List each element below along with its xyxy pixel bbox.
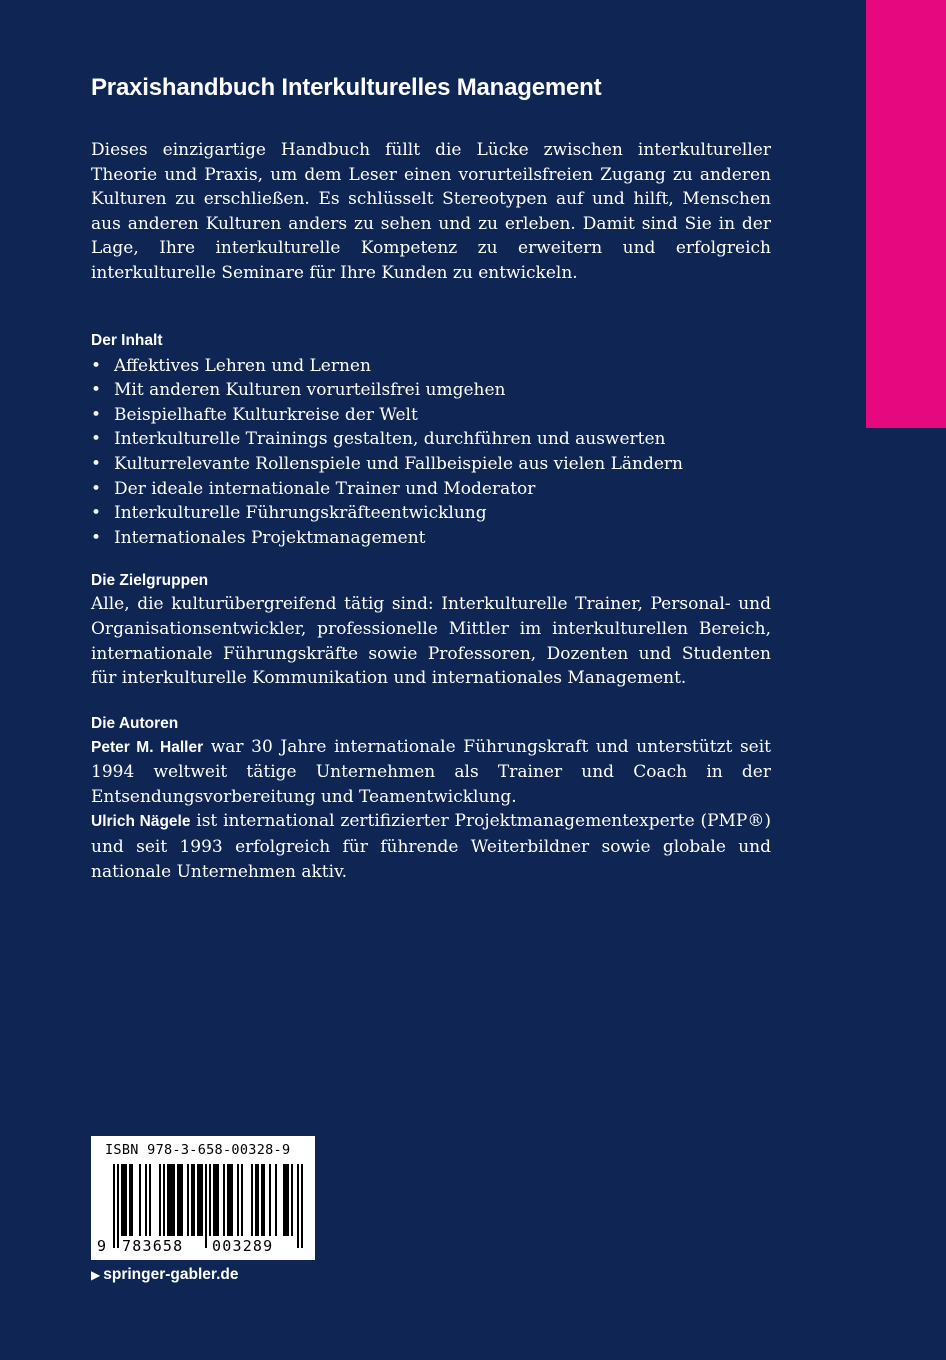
- barcode-bar: [255, 1164, 257, 1236]
- author-1-text: war 30 Jahre internationale Führungskraft und unterstützt seit 1994 weltweit tätige Unternehmen als Trainer und Coach in der Entsendungsvorbereitung und Teamentwicklung.: [91, 736, 772, 807]
- barcode-bar: [169, 1164, 171, 1236]
- bullet-icon: •: [91, 503, 102, 524]
- list-item: • Der ideale internationale Trainer und Moderator: [91, 477, 771, 502]
- barcode-bar: [193, 1164, 195, 1236]
- author-2-bio: [91, 809, 771, 884]
- barcode-bar: [201, 1164, 203, 1236]
- barcode-bar: [215, 1164, 217, 1236]
- list-item: • Kulturrelevante Rollenspiele und Fallbeispiele aus vielen Ländern: [91, 452, 771, 477]
- back-cover-text: [91, 72, 771, 884]
- bullet-icon: •: [91, 429, 102, 450]
- barcode-bar: [167, 1164, 169, 1236]
- author-1-bio: [91, 735, 771, 810]
- barcode-bar: [285, 1164, 287, 1236]
- list-item: • Interkulturelle Führungskräfteentwicklung: [91, 501, 771, 526]
- barcode-bar: [129, 1164, 131, 1236]
- barcode-bar: [145, 1164, 147, 1236]
- barcode-bar: [173, 1164, 175, 1236]
- barcode-bar: [187, 1164, 189, 1236]
- bullet-icon: •: [91, 527, 102, 548]
- barcode-bar: [213, 1164, 215, 1236]
- barcode-bar: [251, 1164, 253, 1236]
- bullet-icon: •: [91, 355, 102, 376]
- barcode-bar: [163, 1164, 165, 1236]
- isbn-label: ISBN 978-3-658-00328-9: [105, 1142, 291, 1158]
- barcode-bar: [227, 1164, 229, 1236]
- author-1-name: Peter M. Haller: [91, 738, 204, 756]
- list-item: • Beispielhafte Kulturkreise der Welt: [91, 403, 771, 428]
- magenta-accent-bar: [866, 0, 946, 428]
- barcode-bar: [121, 1164, 123, 1236]
- barcode-bar: [179, 1164, 181, 1236]
- barcode-bar: [191, 1164, 193, 1236]
- list-item: • Interkulturelle Trainings gestalten, durchführen und auswerten: [91, 427, 771, 452]
- author-2-name: Ulrich Nägele: [91, 813, 191, 831]
- barcode-bar: [149, 1164, 151, 1236]
- intro-paragraph: Dieses einzigartige Handbuch füllt die Lücke zwischen interkultureller Theorie und Praxis, um dem Leser einen vorurteilsfreien Zugang zu anderen Kulturen zu erschließen. Es schlüsselt Stereotypen auf und hilft, Menschen aus anderen Kulturen anders zu sehen und zu erleben. Damit sind Sie in der Lage, Ihre interkulturelle Kompetenz zu erweitern und erfolgreich interkulturelle Seminare für Ihre Kunden zu entwickeln.: [91, 140, 771, 283]
- barcode-bar: [257, 1164, 259, 1236]
- barcode-bar: [159, 1164, 161, 1236]
- autoren-heading: Die Autoren: [91, 714, 179, 732]
- barcode-bar: [291, 1164, 293, 1236]
- list-item: • Affektives Lehren und Lernen: [91, 354, 771, 379]
- publisher-website[interactable]: [91, 1264, 238, 1286]
- isbn-barcode: [91, 1136, 315, 1260]
- barcode-bar: [269, 1164, 271, 1236]
- zielgruppen-paragraph: Alle, die kulturübergreifend tätig sind: Interkulturelle Trainer, Personal- und Organisationsentwickler, professionelle Mittler im interkulturellen Bereich, internationale Führungskräfte sowie Professoren, Dozenten und Studenten für interkulturelle Kommunikation und internationales Management.: [91, 594, 771, 689]
- barcode-bar: [261, 1164, 263, 1236]
- barcode-bar: [229, 1164, 231, 1236]
- list-item: • Mit anderen Kulturen vorurteilsfrei umgehen: [91, 378, 771, 403]
- barcode-bar: [139, 1164, 141, 1236]
- zielgruppen-heading: Die Zielgruppen: [91, 572, 209, 590]
- barcode-bar: [131, 1164, 133, 1236]
- barcode-bar: [275, 1164, 277, 1236]
- list-item: • Internationales Projektmanagement: [91, 526, 771, 551]
- barcode-bar: [223, 1164, 225, 1236]
- ean-left-group: 783658: [119, 1236, 186, 1256]
- ean-digits: [97, 1236, 309, 1256]
- barcode-bar: [237, 1164, 239, 1236]
- bullet-icon: •: [91, 453, 102, 474]
- arrow-right-icon: ▶: [91, 1268, 101, 1282]
- barcode-bar: [287, 1164, 289, 1236]
- barcode-bar: [171, 1164, 173, 1236]
- barcode-bar: [231, 1164, 233, 1236]
- barcode-bar: [177, 1164, 179, 1236]
- bullet-icon: •: [91, 478, 102, 499]
- barcode-bar: [283, 1164, 285, 1236]
- inhalt-list: [91, 354, 771, 551]
- barcode-bar: [125, 1164, 127, 1236]
- ean-right-group: 003289: [209, 1236, 276, 1256]
- inhalt-heading: Der Inhalt: [91, 331, 163, 349]
- book-title: Praxishandbuch Interkulturelles Management: [91, 74, 602, 101]
- barcode-bar: [199, 1164, 201, 1236]
- barcode-bar: [123, 1164, 125, 1236]
- barcode-bar: [217, 1164, 219, 1236]
- bullet-icon: •: [91, 404, 102, 425]
- barcode-bar: [181, 1164, 183, 1236]
- author-2-text: ist international zertifizierter Projektmanagementexperte (PMP®) und seit 1993 erfolgreich für führende Weiterbildner sowie globale und nationale Unternehmen aktiv.: [91, 811, 772, 882]
- barcode-bar: [197, 1164, 199, 1236]
- bullet-icon: •: [91, 380, 102, 401]
- barcode-bar: [263, 1164, 265, 1236]
- website-text: springer-gabler.de: [103, 1266, 239, 1283]
- barcode-bar: [241, 1164, 243, 1236]
- ean-first-digit: 9: [97, 1237, 108, 1255]
